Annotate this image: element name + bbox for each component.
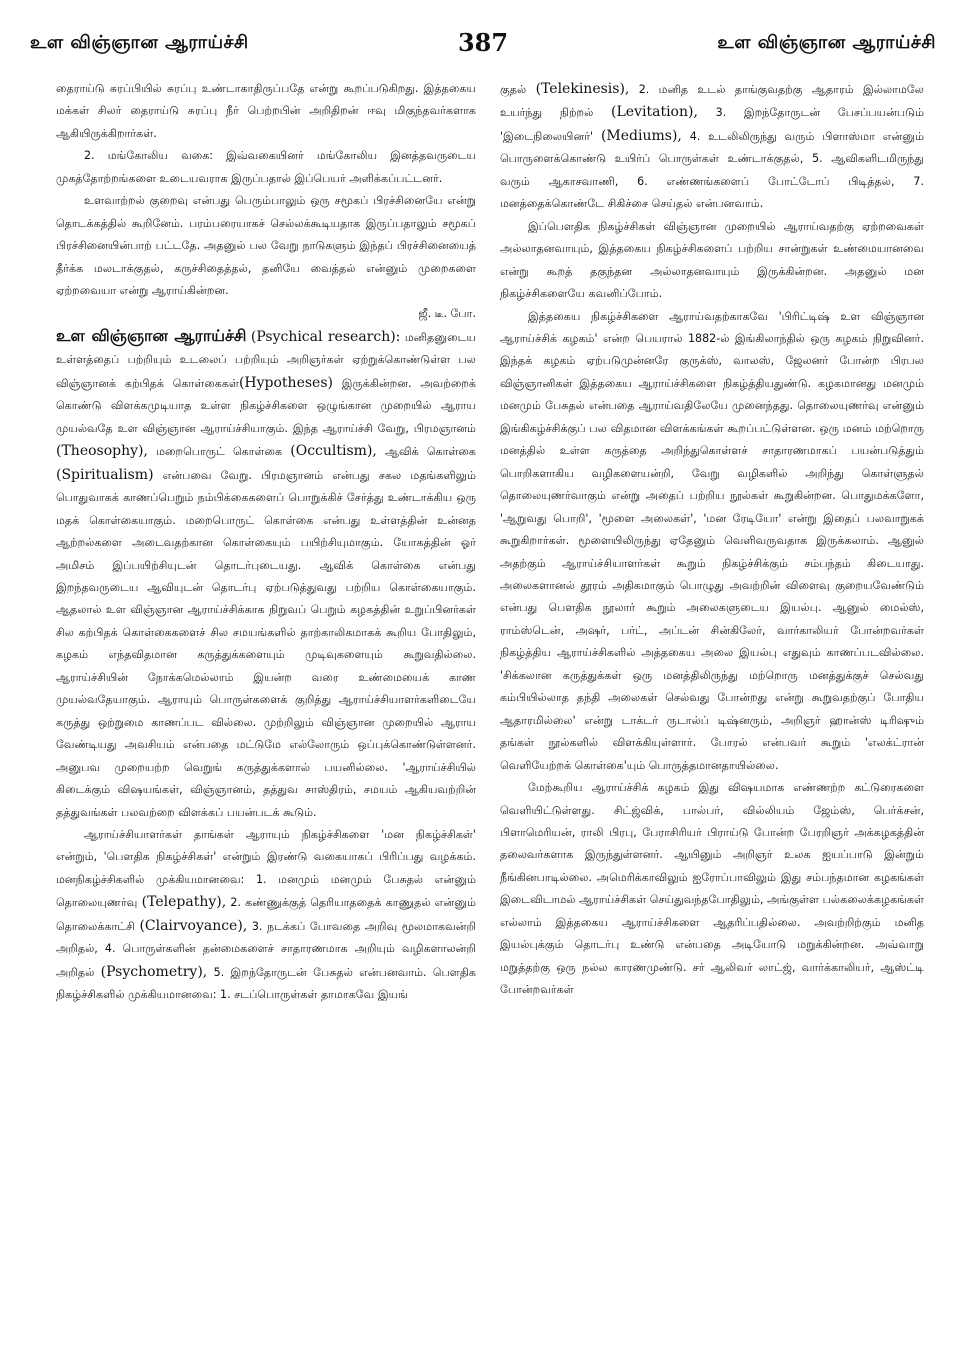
paragraph: இப்பௌதிக நிகழ்ச்சிகள் விஞ்ஞான முறையில் ஆராய்வதற்கு ஏற்றவைகள் அல்லாதனவாயும், இத்தகைய நிகழ்ச்சிகளைப் பற்றிய சான்றுகள் உண்மையானவை என்று கூறத் தகுந்தன அல்லாதனவாயும் இருக்கின்றன. அதனுல் மன நிகழ்ச்சிகளையே கவனிப்போம். (500, 219, 924, 301)
text-run: என்பவை வேறு. பிரமஞானம் என்பது சகல மதங்களிலும் பொதுவாகக் காணப்பெறும் நம்பிக்கைகளைப் பொறுக்கிச் சேர்த்து உண்டாக்கிய ஒரு மதக் கொள்கையாகும். மறைபொருட் கொள்கை என்பது உள்ளத்தின் உன்னத ஆற்றல்களை அடைவதற்கான கொள்கையும் பயிற்சியுமாகும். யோகத்தின் ஓர் அமிசம் இப்பயிற்சியுடன் தொடர்புடையது. ஆவிக் கொள்கை என்பது இறந்தவருடைய ஆவியுடன் தொடர்பு ஏற்படுத்துவது பற்றிய கொள்கையாகும். ஆதலால் உள விஞ்ஞான ஆராய்ச்சிக்காக நிறுவப் பெறும் கழகத்தின் உறுப்பினர்கள் சில கற்பிதக் கொள்கைகளைச் சில சமயங்களில் தாற்காலிகமாகக் கூறிய போதிலும், கழகம் எந்தவிதமான கருத்துக்களையும் முடிவுகளையும் கூறுவதில்லை. ஆராய்ச்சியின் நோக்கமெல்லாம் இயன்ற வரை உண்மையைக் காண முயல்வதேயாகும். ஆராயும் பொருள்களைக் குறித்து ஆராய்ச்சியாளர்களிடையே கருத்து ஒற்றுமை காணப்பட வில்லை. முற்றிலும் விஞ்ஞான முறையில் ஆராய வேண்டியது அவசியம் என்பதை மட்டுமே எல்லோரும் ஒப்புக்கொண்டுள்ளனர். அனுபவ முறையற்ற வெறுங் கருத்துக்களால் பயனில்லை. 'ஆராய்ச்சியில் கிடைக்கும் விஷயங்கள், விஞ்ஞானம், தத்துவ சாஸ்திரம், சமயம் ஆகியவற்றின் தத்துவங்கள் பலவற்றை விளக்கப் பயன்படக் கூடும். (56, 468, 476, 819)
text-run: மனிதனுடைய உள்ளத்தைப் பற்றியும் உடலைப் பற்றியும் அறிஞர்கள் ஏற்றுக்கொண்டுள்ள பல விஞ்ஞானக் கற்பிதக் கொள்கைகள் (56, 331, 476, 390)
article-title-english: (Psychical research): (250, 329, 401, 345)
left-column (56, 78, 476, 1348)
running-head-right: உள விஞ்ஞான ஆராய்ச்சி (717, 32, 936, 53)
english-term: (Mediums), (600, 127, 682, 144)
paragraph: தைராய்டு சுரப்பியில் சுரப்பு உண்டாகாதிருப்பதே என்று கூறப்படுகிறது. இத்தகைய மக்கள் சிலர் தைராய்டு சுரப்பு நீர் பெற்றபின் அறிதிறன் ஈவு மிகுந்தவர்களாக ஆகியிருக்கிறார்கள். (56, 82, 476, 140)
english-term: (Theosophy), (56, 443, 148, 460)
text-run: குதல் (500, 83, 527, 96)
paragraph: 2. மங்கோலிய வகை: இவ்வகையினர் மங்கோலிய இனத்தவருடைய முகத்தோற்றங்களை உடையவராக இருப்பதால் இப்பெயர் அளிக்கப்பட்டனர். (56, 149, 476, 185)
paragraph: இத்தகைய நிகழ்ச்சிகளை ஆராய்வதற்காகவே 'பிரிட்டிஷ் உள விஞ்ஞான ஆராய்ச்சிக் கழகம்' என்ற பெயரால் 1882-ல் இங்கிலாந்தில் ஒரு கழகம் நிறுவினர். இந்தக் கழகம் ஏற்படுமுன்னரே குருக்ஸ், வாலஸ், ஜேலனர் போன்ற பிரபல விஞ்ஞானிகள் இத்தகைய ஆராய்ச்சிகளை நிகழ்த்தியதுண்டு. கழகமானது மனமும் மனமும் பேசுதல் என்பதை ஆராய்வதிலேயே முனைந்தது. தொலையுணர்வு என்னும் இங்கிகழ்ச்சிக்குப் பல விதமான விளக்கங்கள் கூறப்பட்டுள்ளன. ஒரு மனம் மற்றொரு மனத்தில் உள்ள கருத்தை அறிந்துகொள்ளச் சாதாரணமாகப் பயன்படுத்தும் பொறிகளாகிய வழிகளையன்றி, வேறு வழிகளில் அறிந்து கொள்ளுதல் தொலையுணர்வாகும் என்று அதைப் பற்றிய நூல்கள் கூறுகின்றன. பொதுமக்களோ, 'ஆறுவது பொறி', 'மூளை அலைகள்', 'மன ரேடியோ' என்று இதைப் பலவாறுகக் கூறுகிறார்கள். மூளையிலிருந்து ஏதேனும் வெளிவருவதாக இருக்கலாம். ஆனுல் அதற்கும் ஆராய்ச்சியாளர்கள் கூறும் நிகழ்ச்சிக்கும் சம்பந்தம் கிடையாது. அலைகளானல் தூரம் அதிகமாகும் பொழுது அவற்றின் விளைவு குறையவேண்டும் என்பது பௌதிக நூலார் கூறும் அலைகளுடைய இயல்பு. ஆனுல் மைல்ஸ், ராம்ஸ்டென், அஷர், பர்ட், அப்டன் சின்கிலேர், வார்காலியர் போன்றவர்கள் நிகழ்த்திய ஆராய்ச்சிகளில் அத்தகைய அலை இயல்பு எதுவும் காணப்படவில்லை. 'சிக்கலான கருத்துக்கள் ஒரு மனத்திலிருந்து மற்றொரு மனத்துக்குச் செல்வது கம்பியில்லாத தந்தி அலைகள் செல்வது போன்றது என்று கூறுவதற்குப் போதிய ஆதாரமில்லை' என்று டாக்டர் ருடால்ப் டிஷ்னரும், அறிஞர் ஹான்ஸ் டிரிஷும் தங்கள் நூல்களில் விளக்கியுள்ளார். போரல் என்பவர் கூறும் 'எலக்ட்ரான் வெளியேற்றக் கொள்கை'யும் பொருத்தமானதாயில்லை. (500, 309, 924, 772)
text-run: 3. நடக்கப் போவதை அறிவு மூலமாகவன்றி அறிதல், 4. பொருள்களின் தன்மைகளைச் சாதாரணமாக அறியும் வழிகளாலன்றி அறிதல் (56, 919, 476, 979)
english-term: (Occultism), (290, 443, 377, 460)
text-run: 3. இறந்தோருடன் பேசப்பயன்படும் 'இடைநிலையினர்' (500, 106, 924, 143)
text-run: 5. இறந்தோருடன் பேசுதல் என்பனவாம். பௌதிக நிகழ்ச்சிகளில் முக்கியமானவை: 1. சடப்பொருள்கள் தாமாகவே இயங் (56, 965, 476, 1002)
paragraph (500, 78, 924, 216)
text-run: இருக்கின்றன. அவற்றைக் கொண்டு விளக்கமுடியாத உள்ள நிகழ்ச்சிகளை ஒழுங்கான முறையில் ஆராய முயல்வதே உள விஞ்ஞான ஆராய்ச்சியாகும். இந்த ஆராய்ச்சி வேறு, பிரமஞானம் (56, 376, 476, 435)
paragraph: மேற்கூறிய ஆராய்ச்சிக் கழகம் இது விஷயமாக எண்ணற்ற கட்டுரைகளை வெளியிட்டுள்ளது. சிட்ஜ்விக், பால்பர், வில்லியம் ஜேம்ஸ், பெர்க்சன், பிளாமெரியன், ராலி பிரபு, பேராசிரியர் பிராய்டு போன்ற பேரறிஞர் அக்கழகத்தின் தலைவர்களாக இருந்துள்ளனர். ஆயினும் அறிஞர் உலக ஐயப்பாடு இன்றும் நீங்கினபாடில்லை. அமெரிக்காவிலும் ஐரோப்பாவிலும் இது சம்பந்தமான கழகங்கள் இடைவிடாமல் ஆராய்ச்சிகள் செய்துவந்தபோதிலும், அங்குள்ள பல்கலைக்கழகங்கள் எல்லாம் இத்தகைய ஆராய்ச்சிகளை ஆதரிப்பதில்லை. அவற்றிற்கும் மனித இயல்புக்கும் தொடர்பு உண்டு என்பதை அடியோடு மறுக்கின்றன. அவ்வாறு மறுத்தற்கு ஒரு நல்ல காரணமுண்டு. சர் ஆலிவர் லாட்ஜ், வார்க்காலியர், ஆஸ்ட்டி போன்றவர்கள் (500, 781, 924, 997)
english-term: (Telekinesis), (535, 81, 630, 97)
english-term: (Spiritualism) (56, 466, 154, 483)
english-term: (Telepathy), (141, 894, 227, 911)
text-run: மறைபொருட் கொள்கை (156, 445, 283, 459)
english-term: (Clairvoyance), (139, 917, 248, 934)
text-run: ஆவிக் கொள்கை (385, 445, 476, 459)
english-term: (Levitation), (611, 104, 698, 121)
page-number: 387 (457, 28, 509, 57)
text-run: 2. கண்ணுக்குத் தெரியாததைக் காணுதல் என்னும் தொலைக்காட்சி (56, 896, 476, 933)
right-column (500, 78, 924, 1348)
paragraph: உளவாற்றல் குறைவு என்பது பெரும்பாலும் ஒரு சமூகப் பிரச்சினையே என்று தொடக்கத்தில் கூறினேம். பரம்பரையாகச் செல்லக்கூடியதாக இருப்பதாலும் சமூகப் பிரச்சினையின்பாற் பட்டதே. அதனுல் பல வேறு நாடுகளும் இந்தப் பிரச்சினையைத் தீர்க்க மலடாக்குதல், கருச்சிதைத்தல், தனியே வைத்தல் என்னும் முறைகளை ஏற்றவையா என்று ஆராய்கின்றன. (56, 194, 476, 298)
article-title: உள விஞ்ஞான ஆராய்ச்சி (56, 326, 247, 345)
paragraph (56, 824, 476, 1007)
author-signature: ஜீ. டீ. போ. (418, 306, 476, 320)
text-run: 4. உடலிலிருந்து வரும் பிளாஸ்மா என்னும் பொருளைக்கொண்டு உயிர்ப் பொருள்கள் உண்டாக்குதல், 5. ஆவிகளிடமிருந்து வரும் ஆகாசவாணி, 6. எண்ணங்களைப் போட்டோப் பிடித்தல், 7. மனத்தைக்கொண்டே சிகிச்சை செய்தல் என்பனவாம். (500, 129, 924, 211)
text-run: 2. மனித உடல் தாங்குவதற்கு ஆதாரம் இல்லாமலே உயர்ந்து நிற்றல் (500, 83, 924, 120)
page-header (30, 28, 936, 68)
running-head-left: உள விஞ்ஞான ஆராய்ச்சி (30, 32, 249, 53)
english-term: (Hypotheses) (238, 374, 333, 391)
english-term: (Psychometry), (100, 963, 208, 980)
text-run: ஆராய்ச்சியாளர்கள் தாங்கள் ஆராயும் நிகழ்ச்சிகளை 'மன நிகழ்ச்சிகள்' என்றும், 'பௌதிக நிகழ்ச்சிகள்' என்றும் இரண்டு வகையாகப் பிரிப்பது வழக்கம். மனநிகழ்ச்சிகளில் முக்கியமானவை: 1. மனமும் மனமும் பேசுதல் என்னும் தொலையுணர்வு (56, 827, 476, 910)
author-signature-line (56, 303, 476, 325)
article-entry (56, 325, 476, 824)
